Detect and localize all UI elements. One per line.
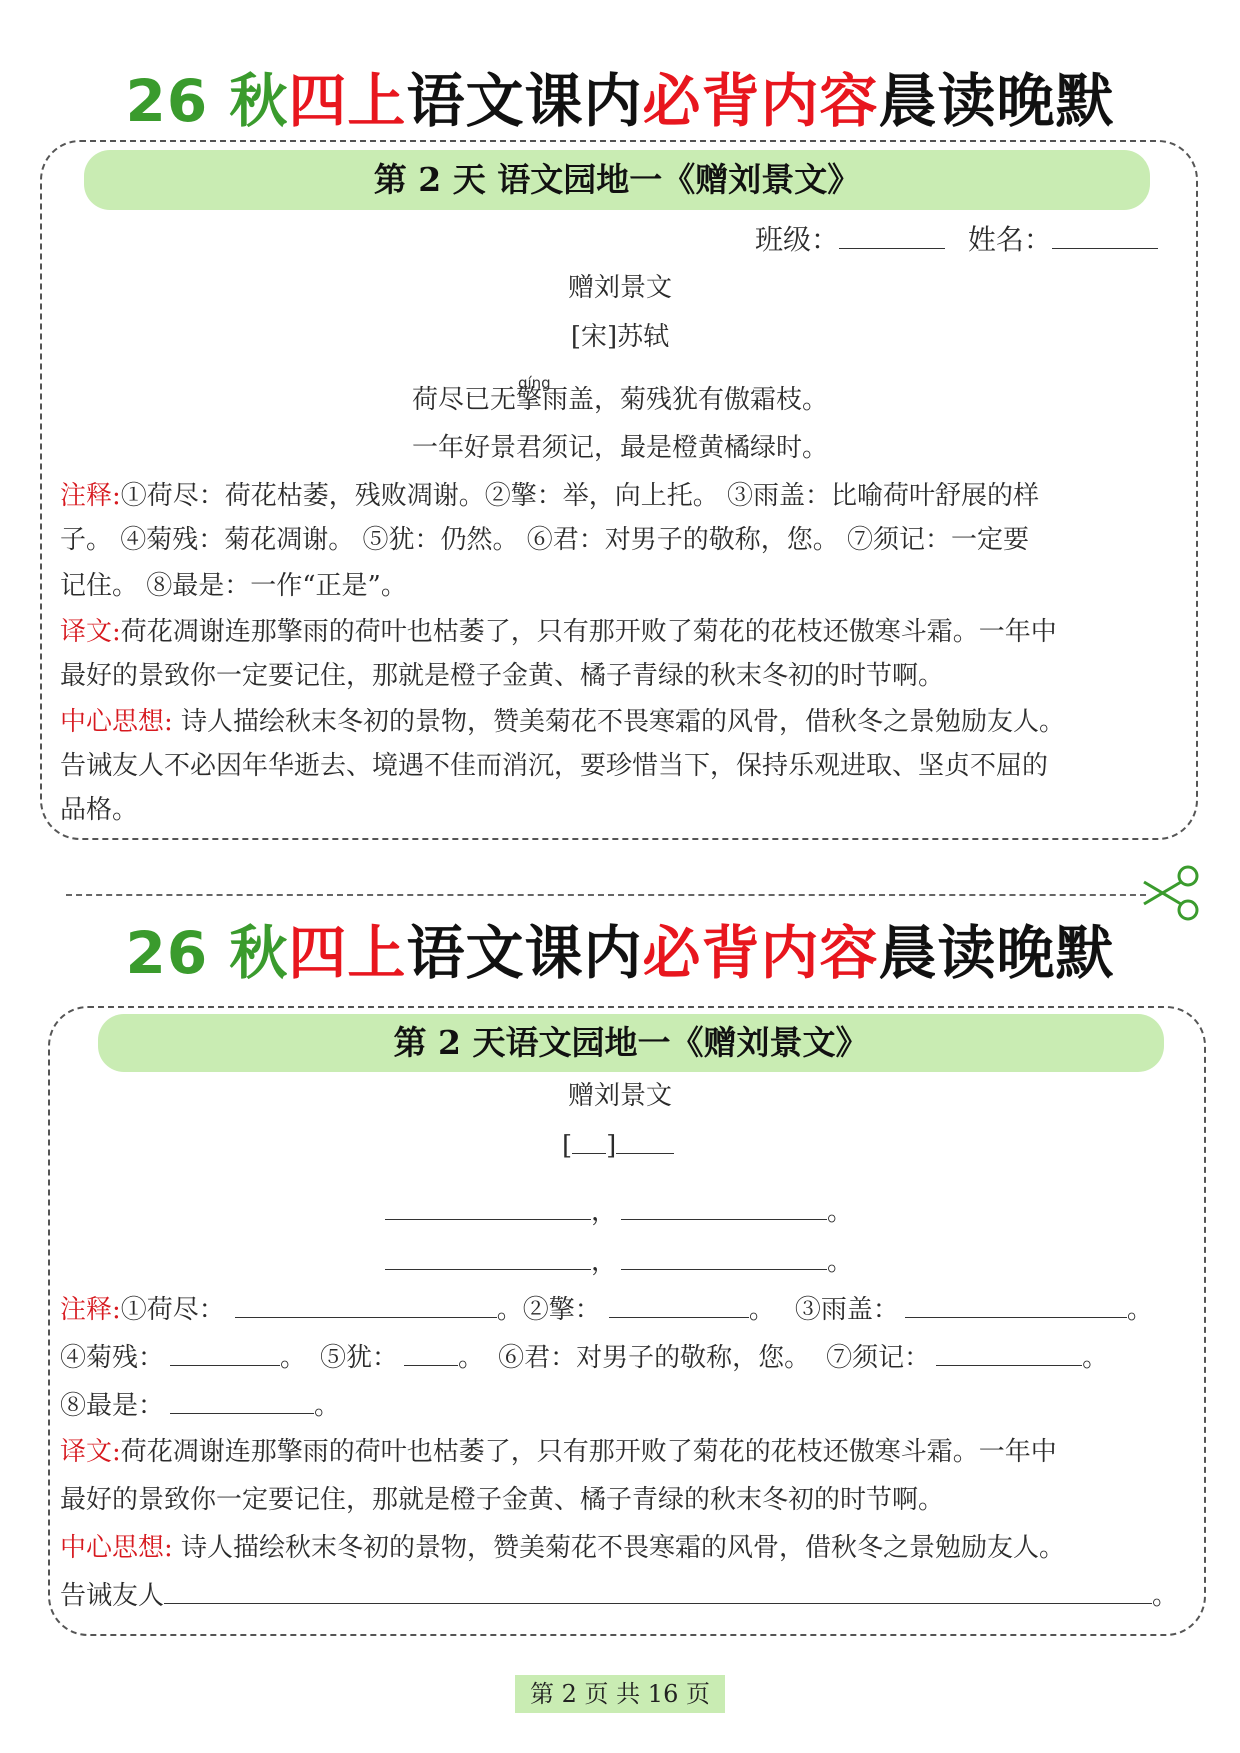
poem-author: [宋]苏轼 (570, 322, 670, 352)
poem-title-2: 赠刘景文 (567, 1081, 672, 1111)
notes-line-3: 记住。 ⑧最是：一作“正是”。 (60, 571, 407, 601)
central-idea-field[interactable] (164, 1576, 1152, 1604)
note-7-field[interactable] (936, 1338, 1082, 1366)
poem-line-1-a-field[interactable] (385, 1192, 591, 1220)
page-title-bottom: 26 秋四上语文课内必背内容晨读晚默 (125, 919, 1115, 987)
notes-blank-line-3: ⑧最是： 。 (60, 1386, 340, 1426)
poem-line-2-a-field[interactable] (385, 1242, 591, 1270)
scissors-icon (1140, 864, 1204, 924)
note-1-field[interactable] (235, 1290, 497, 1318)
author-blank-row: [ ] (562, 1126, 674, 1166)
note-2-field[interactable] (609, 1290, 749, 1318)
notes-blank-line-1: 注释:①荷尽： 。②擎： 。 ③雨盖： 。 (60, 1290, 1153, 1330)
day-banner-dictation: 第 2 天语文园地一《赠刘景文》 (98, 1014, 1164, 1072)
central-idea-2-line-2: 告诫友人 。 (60, 1576, 1178, 1616)
central-idea-line-1: 中心思想: 诗人描绘秋末冬初的景物，赞美菊花不畏寒霜的风骨，借秋冬之景勉励友人。 (60, 707, 1066, 737)
notes-blank-line-2: ④菊残： 。 ⑤犹： 。 ⑥君：对男子的敬称，您。 ⑦须记： 。 (60, 1338, 1108, 1378)
note-4-field[interactable] (170, 1338, 280, 1366)
poem-line-1: 荷尽已无 qíng 擎雨盖，菊残犹有傲霜枝。 (411, 374, 829, 415)
note-5-field[interactable] (404, 1338, 458, 1366)
translation-2-line-2: 最好的景致你一定要记住，那就是橙子金黄、橘子青绿的秋末冬初的时节啊。 (60, 1485, 945, 1515)
class-field[interactable] (839, 221, 945, 249)
central-idea-line-3: 品格。 (60, 795, 139, 825)
poem-blank-line-1: ， 。 (385, 1192, 853, 1232)
central-idea-2-line-1: 中心思想: 诗人描绘秋末冬初的景物，赞美菊花不畏寒霜的风骨，借秋冬之景勉励友人。 (60, 1533, 1066, 1563)
cut-line (66, 894, 1146, 896)
page-number: 第 2 页 共 16 页 (515, 1675, 725, 1713)
notes-line-1: 注释:①荷尽：荷花枯萎，残败凋谢。②擎：举，向上托。 ③雨盖：比喻荷叶舒展的样 (60, 481, 1040, 511)
poem-line-2-b-field[interactable] (621, 1242, 827, 1270)
class-name-row: 班级： 姓名： (755, 220, 1158, 260)
day-banner-reading: 第 2 天 语文园地一《赠刘景文》 (84, 150, 1150, 210)
note-3-field[interactable] (905, 1290, 1127, 1318)
poem-blank-line-2: ， 。 (385, 1242, 853, 1282)
author-field[interactable] (616, 1126, 674, 1154)
name-field[interactable] (1052, 221, 1158, 249)
pinyin-annotated-char: qíng 擎 (515, 374, 551, 415)
translation-2-line-1: 译文:荷花凋谢连那擎雨的荷叶也枯萎了，只有那开败了菊花的花枝还傲寒斗霜。一年中 (60, 1437, 1057, 1467)
poem-title: 赠刘景文 (567, 273, 672, 303)
translation-line-1: 译文:荷花凋谢连那擎雨的荷叶也枯萎了，只有那开败了菊花的花枝还傲寒斗霜。一年中 (60, 617, 1057, 647)
poem-line-1-b-field[interactable] (621, 1192, 827, 1220)
central-idea-line-2: 告诫友人不必因年华逝去、境遇不佳而消沉，要珍惜当下，保持乐观进取、坚贞不屈的 (60, 751, 1049, 781)
poem-line-2: 一年好景君须记，最是橙黄橘绿时。 (411, 433, 828, 463)
notes-line-2: 子。 ④菊残：菊花凋谢。 ⑤犹：仍然。 ⑥君：对男子的敬称，您。 ⑦须记：一定要 (60, 525, 1030, 555)
dynasty-field[interactable] (572, 1126, 606, 1154)
page-title-top: 26 秋四上语文课内必背内容晨读晚默 (125, 67, 1115, 135)
note-8-field[interactable] (170, 1386, 314, 1414)
translation-line-2: 最好的景致你一定要记住，那就是橙子金黄、橘子青绿的秋末冬初的时节啊。 (60, 661, 945, 691)
